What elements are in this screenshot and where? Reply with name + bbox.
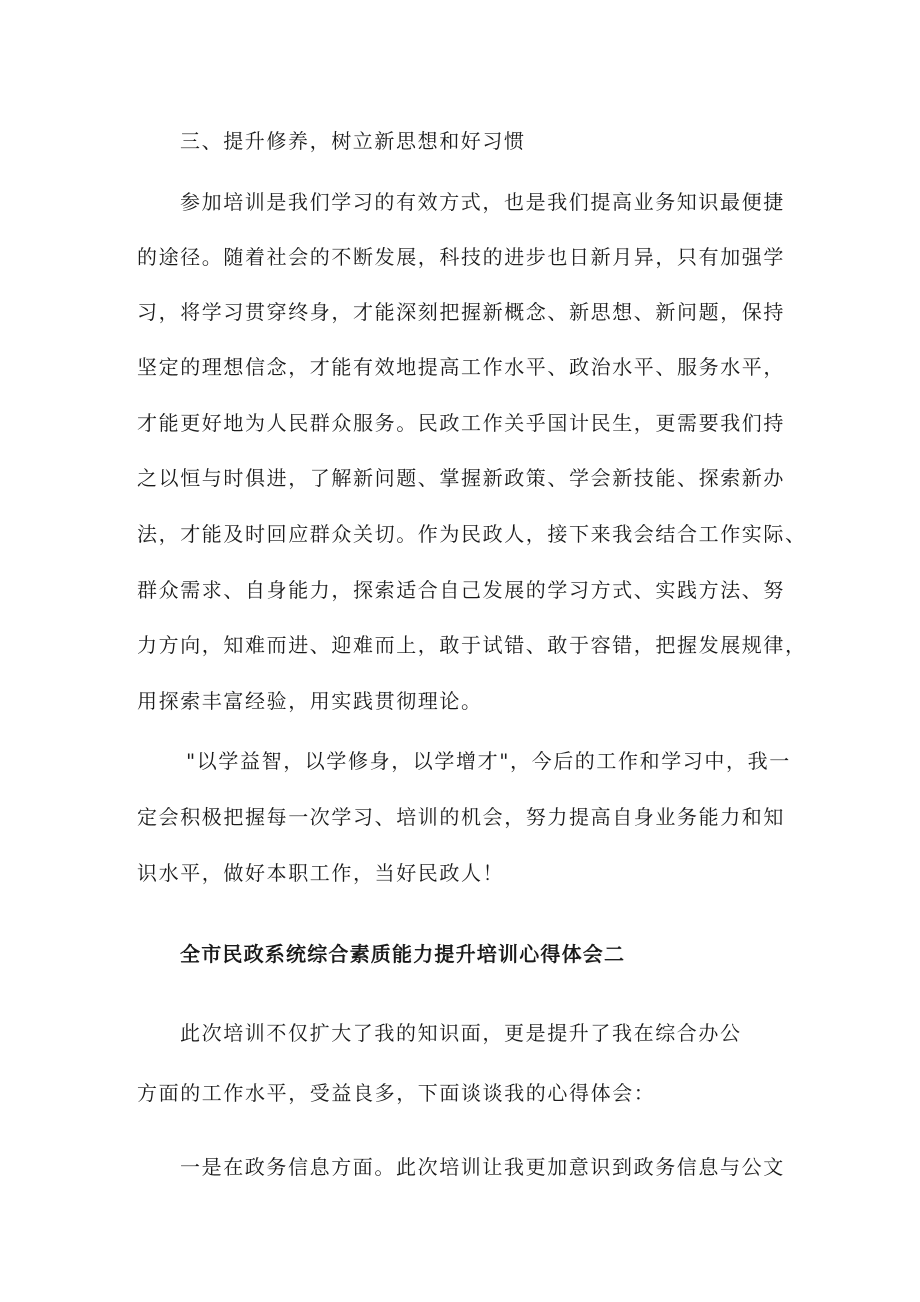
paragraph-line: 法，才能及时回应群众关切。作为民政人，接下来我会结合工作实际、 [137,522,807,546]
paragraph-line: 力方向，知难而进、迎难而上，敢于试错、敢于容错，把握发展规律， [137,633,807,657]
paragraph-line: "以学益智，以学修身，以学增才"，今后的工作和学习中，我一 [186,749,791,773]
section-heading: 三、提升修养，树立新思想和好习惯 [180,129,526,153]
article-title: 全市民政系统综合素质能力提升培训心得体会二 [180,942,626,966]
paragraph-line: 坚定的理想信念，才能有效地提高工作水平、政治水平、服务水平， [137,355,785,379]
paragraph-line: 一是在政务信息方面。此次培训让我更加意识到政务信息与公文 [180,1155,785,1179]
paragraph-line: 识水平，做好本职工作，当好民政人！ [137,861,505,885]
paragraph-line: 的途径。随着社会的不断发展，科技的进步也日新月异，只有加强学 [137,245,785,269]
paragraph-line: 定会积极把握每一次学习、培训的机会，努力提高自身业务能力和知 [137,805,785,829]
paragraph-line: 习，将学习贯穿终身，才能深刻把握新概念、新思想、新问题，保持 [137,300,785,324]
paragraph-line: 此次培训不仅扩大了我的知识面，更是提升了我在综合办公 [180,1021,742,1045]
paragraph-line: 之以恒与时俱进，了解新问题、掌握新政策、学会新技能、探索新办 [137,466,785,490]
paragraph-line: 参加培训是我们学习的有效方式，也是我们提高业务知识最便捷 [180,190,785,214]
paragraph-line: 方面的工作水平，受益良多，下面谈谈我的心得体会： [137,1081,656,1105]
paragraph-line: 群众需求、自身能力，探索适合自己发展的学习方式、实践方法、努 [137,578,785,602]
paragraph-line: 用探索丰富经验，用实践贯彻理论。 [137,689,483,713]
paragraph-line: 才能更好地为人民群众服务。民政工作关乎国计民生，更需要我们持 [137,411,785,435]
